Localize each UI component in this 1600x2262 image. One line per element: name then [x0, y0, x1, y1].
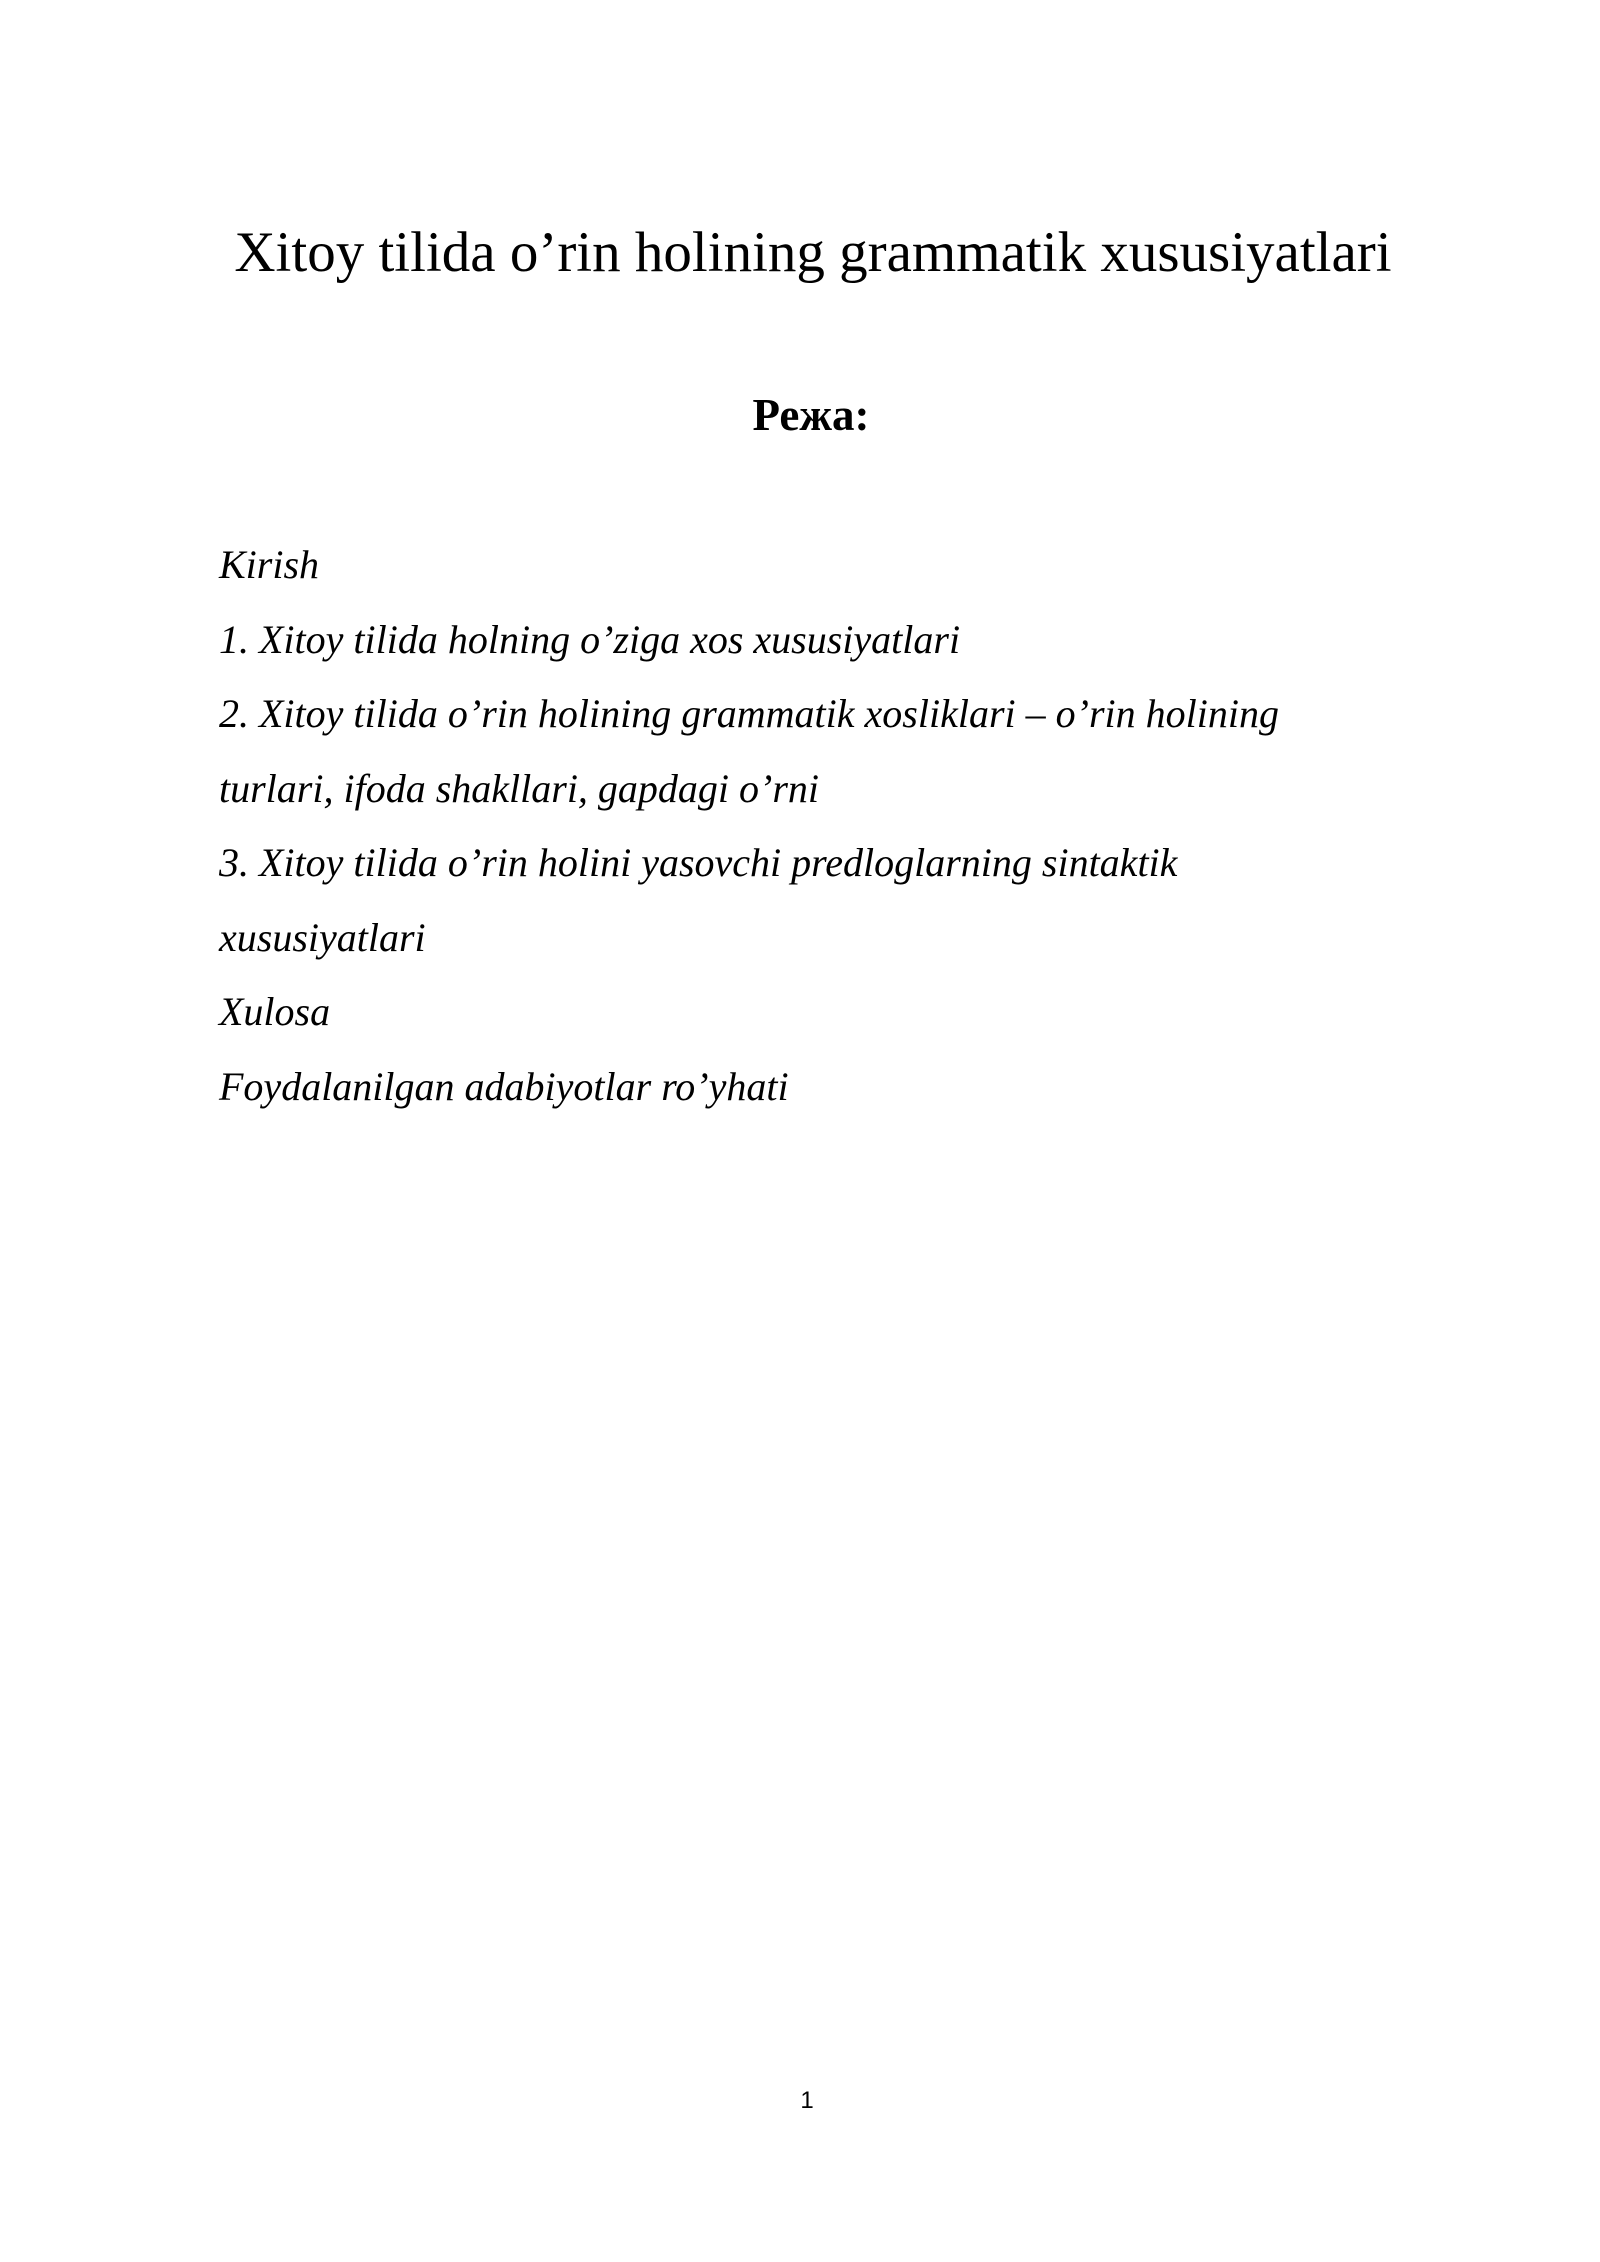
plan-item-1: 1. Xitoy tilida holning o’ziga xos xususiyatlari: [219, 616, 961, 662]
plan-item-intro: Kirish: [219, 542, 320, 587]
plan-item-2: 2. Xitoy tilida o’rin holining grammatik xosliklari – o’rin holining: [219, 691, 1279, 736]
plan-item-2-continued: turlari, ifoda shakllari, gapdagi o’rni: [219, 765, 820, 811]
plan-heading: Режа:: [752, 390, 870, 440]
plan-list: [219, 528, 1419, 1124]
plan-item-3-continued: xususiyatlari: [219, 914, 426, 960]
plan-item-conclusion: Xulosa: [219, 989, 331, 1034]
page-number: 1: [800, 2087, 814, 2114]
plan-item-references: Foydalanilgan adabiyotlar ro’yhati: [219, 1063, 789, 1109]
document-title: Xitoy tilida o’rin holining grammatik xususiyatlari: [234, 221, 1392, 284]
plan-item-3: 3. Xitoy tilida o’rin holini yasovchi predloglarning sintaktik: [219, 840, 1178, 885]
